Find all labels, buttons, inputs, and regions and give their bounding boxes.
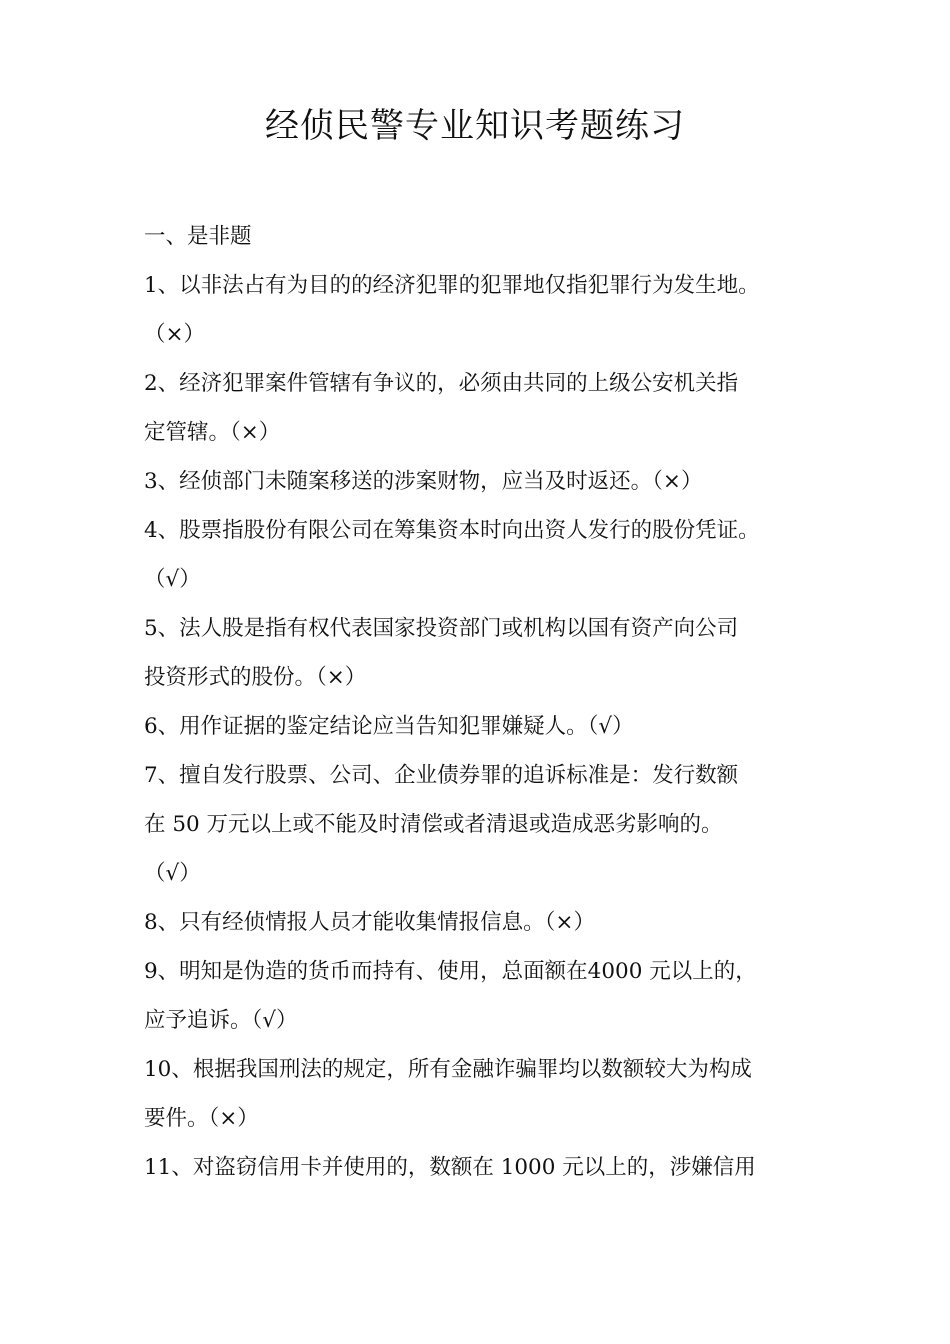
question-5 <box>144 604 816 702</box>
question-line: 应予追诉。（√） <box>144 1008 298 1033</box>
question-line: 要件。（×） <box>144 1106 259 1131</box>
question-line: 5、法人股是指有权代表国家投资部门或机构以国有资产向公司 <box>144 616 739 641</box>
question-answer: （×） <box>144 322 206 347</box>
question-line: 10、根据我国刑法的规定，所有金融诈骗罪均以数额较大为构成 <box>144 1057 752 1082</box>
question-1 <box>144 261 816 359</box>
question-line: 在 50 万元以上或不能及时清偿或者清退或造成恶劣影响的。 <box>144 812 723 837</box>
question-line: 9、明知是伪造的货币而持有、使用，总面额在4000 元以上的， <box>144 959 757 984</box>
question-line: 2、经济犯罪案件管辖有争议的，必须由共同的上级公安机关指 <box>144 371 739 396</box>
question-11 <box>144 1143 816 1192</box>
question-line: 3、经侦部门未随案移送的涉案财物，应当及时返还。（×） <box>144 469 703 494</box>
document-body <box>144 212 816 1192</box>
question-6 <box>144 702 816 751</box>
section-heading: 一、是非题 <box>144 224 252 249</box>
question-line: 投资形式的股份。（×） <box>144 665 367 690</box>
question-8 <box>144 898 816 947</box>
document-title: 经侦民警专业知识考题练习 <box>265 106 685 146</box>
question-7 <box>144 751 816 898</box>
question-2 <box>144 359 816 457</box>
question-line: 11、对盗窃信用卡并使用的，数额在 1000 元以上的，涉嫌信用 <box>144 1155 756 1180</box>
question-line: 8、只有经侦情报人员才能收集情报信息。（×） <box>144 910 595 935</box>
question-line: 7、擅自发行股票、公司、企业债券罪的追诉标准是：发行数额 <box>144 763 739 788</box>
question-3 <box>144 457 816 506</box>
question-line: 定管辖。（×） <box>144 420 281 445</box>
question-4 <box>144 506 816 604</box>
question-answer: （√） <box>144 861 201 886</box>
question-9 <box>144 947 816 1045</box>
question-line: 4、股票指股份有限公司在筹集资本时向出资人发行的股份凭证。 <box>144 518 760 543</box>
question-10 <box>144 1045 816 1143</box>
question-line: 1、以非法占有为目的的经济犯罪的犯罪地仅指犯罪行为发生地。 <box>144 273 760 298</box>
question-answer: （√） <box>144 567 201 592</box>
question-line: 6、用作证据的鉴定结论应当告知犯罪嫌疑人。（√） <box>144 714 634 739</box>
